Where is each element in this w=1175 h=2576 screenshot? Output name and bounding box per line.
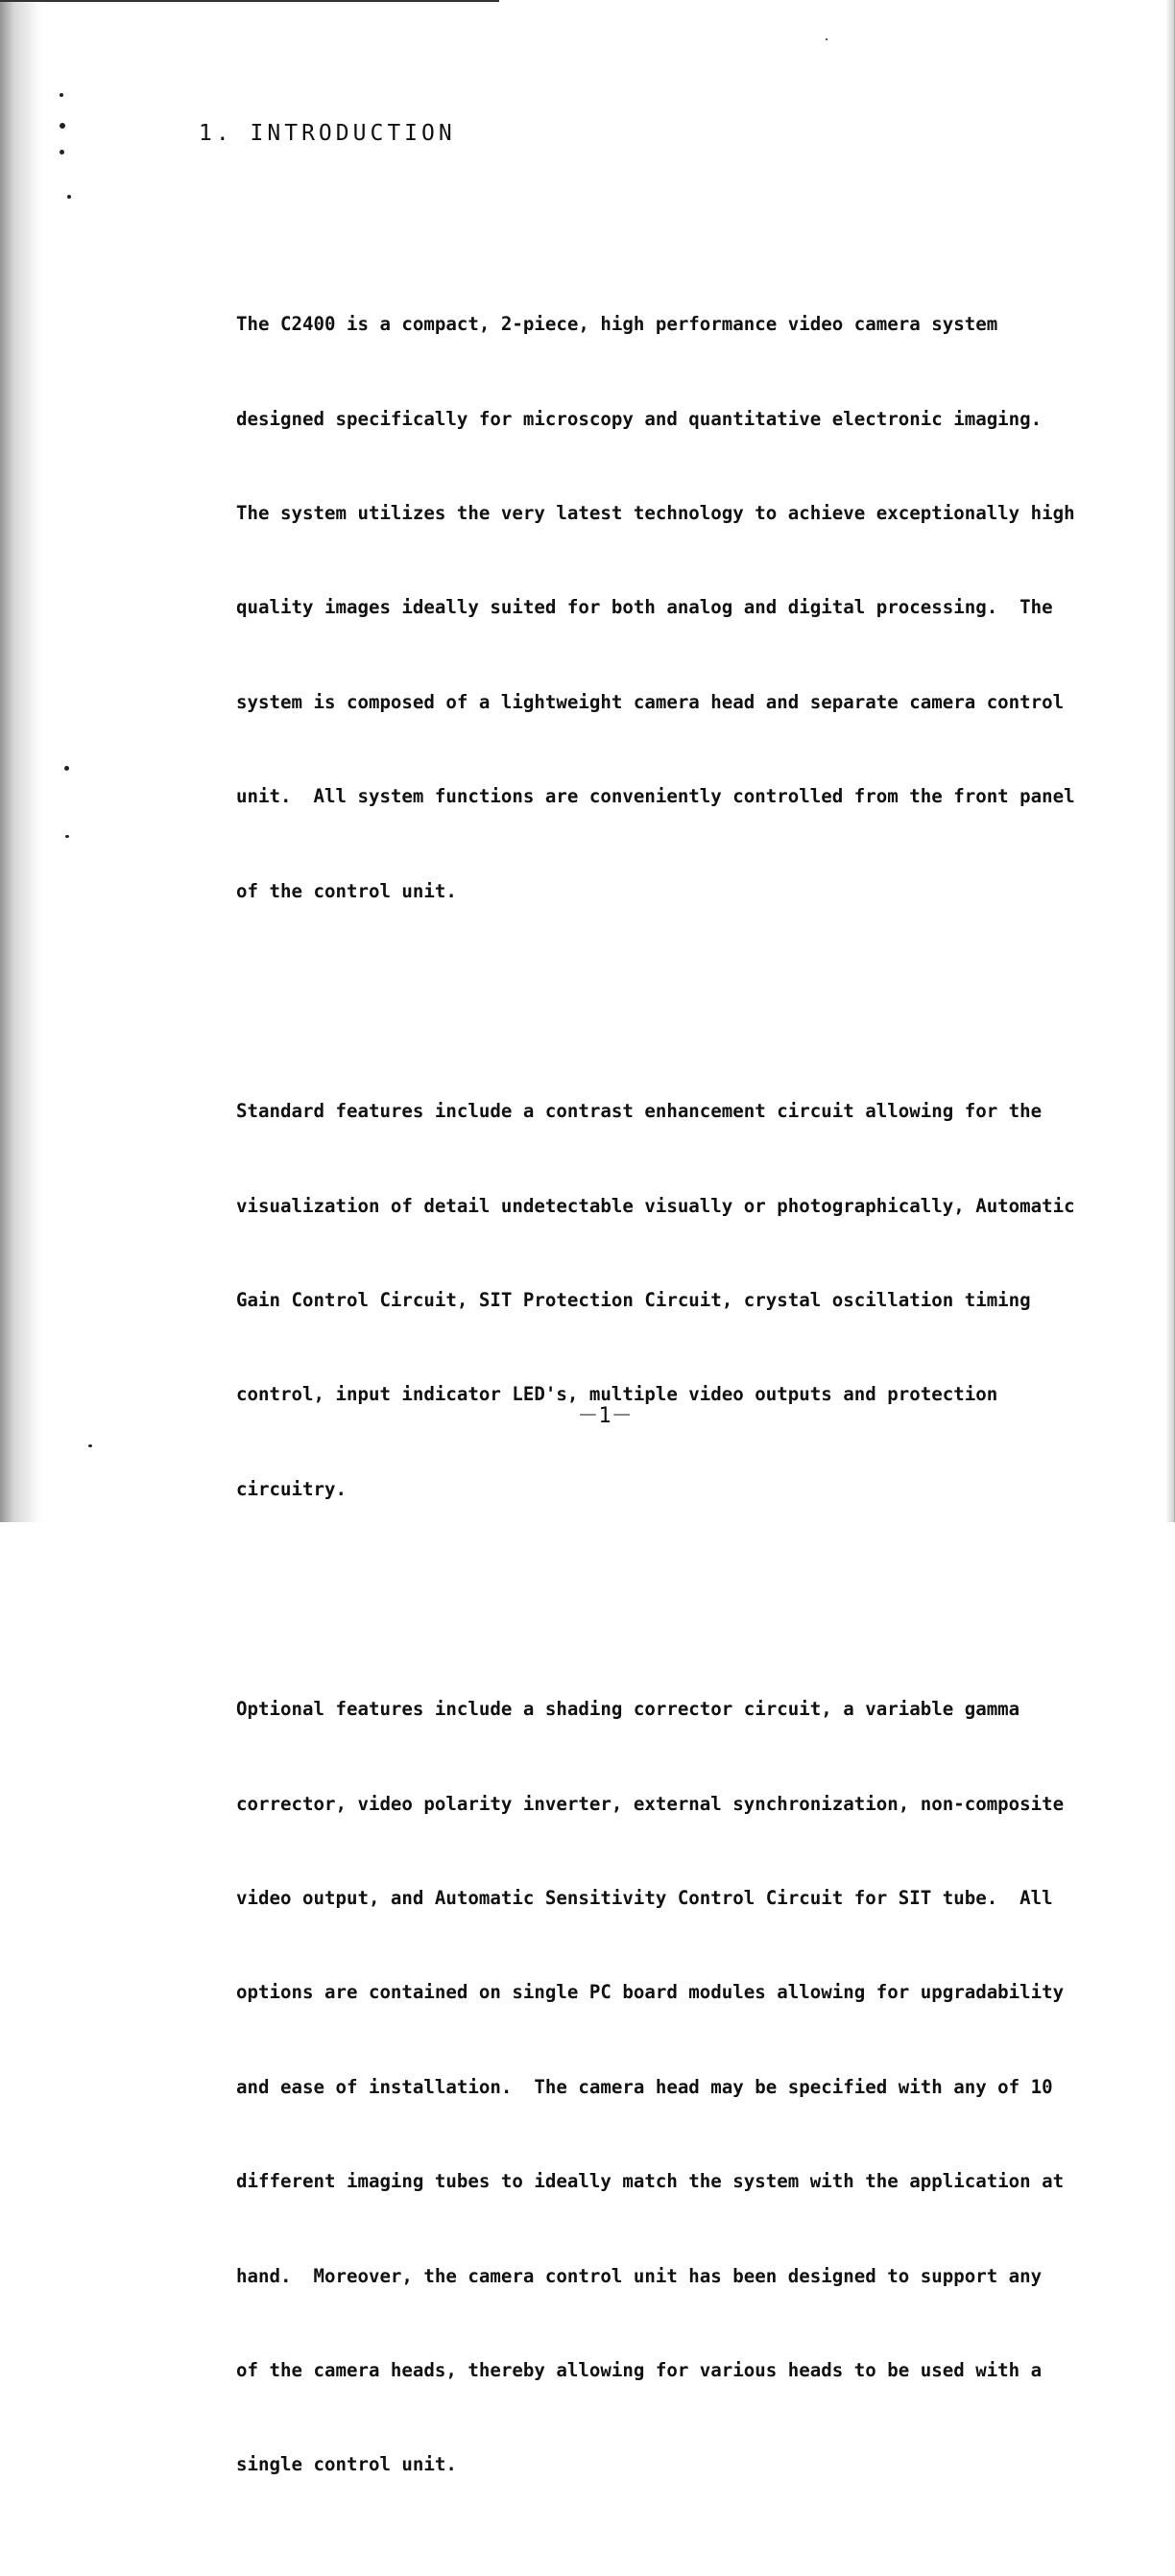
scan-edge-left: [0, 0, 50, 1522]
text-line: Gain Control Circuit, SIT Protection Circuit, crystal oscillation timing: [236, 1288, 1031, 1311]
text-line: options are contained on single PC board modules allowing for upgradability: [236, 1981, 1065, 2004]
scan-speck: [60, 93, 63, 97]
text-line: corrector, video polarity inverter, external synchronization, non-composite: [236, 1792, 1065, 1815]
text-line: control, input indicator LED's, multiple video outputs and protection: [236, 1383, 998, 1406]
scan-speck: [60, 123, 65, 129]
scan-speck: [60, 150, 64, 155]
paragraph: [236, 1034, 1075, 1569]
section-heading: 1. INTRODUCTION: [199, 121, 456, 146]
text-line: designed specifically for microscopy and quantitative electronic imaging.: [236, 407, 1043, 430]
text-line: and ease of installation. The camera head may be specified with any of 10: [236, 2075, 1053, 2098]
text-line: The C2400 is a compact, 2-piece, high performance video camera system: [236, 313, 998, 336]
text-line: different imaging tubes to ideally match the system with the application at: [236, 2170, 1065, 2193]
scan-speck: [67, 195, 71, 199]
text-line: of the control unit.: [236, 879, 457, 902]
text-line: hand. Moreover, the camera control unit has been designed to support any: [236, 2264, 1043, 2287]
scan-speck: [65, 835, 69, 838]
text-line: of the camera heads, thereby allowing for various heads to be used with a: [236, 2358, 1043, 2381]
scan-speck: [88, 1444, 92, 1447]
body-text: [236, 183, 1075, 2576]
text-line: unit. All system functions are conveniently controlled from the front panel: [236, 785, 1075, 808]
text-line: video output, and Automatic Sensitivity Control Circuit for SIT tube. All: [236, 1887, 1053, 1910]
scan-speck: [64, 766, 69, 771]
scan-edge-top: [0, 0, 499, 2]
page-number: －1－: [577, 1404, 633, 1428]
text-line: Standard features include a contrast enhancement circuit allowing for the: [236, 1100, 1043, 1123]
text-line: visualization of detail undetectable visually or photographically, Automatic: [236, 1194, 1075, 1217]
text-line: Optional features include a shading corrector circuit, a variable gamma: [236, 1698, 1020, 1721]
paragraph: [236, 1632, 1065, 2544]
scan-speck: [826, 38, 827, 40]
text-line: quality images ideally suited for both analog and digital processing. The: [236, 596, 1053, 619]
text-line: circuitry.: [236, 1477, 347, 1500]
paragraph: [236, 247, 1075, 970]
text-line: single control unit.: [236, 2453, 457, 2476]
scan-edge-right: [1165, 0, 1175, 1522]
text-line: system is composed of a lightweight camera head and separate camera control: [236, 690, 1065, 713]
text-line: The system utilizes the very latest technology to achieve exceptionally high: [236, 501, 1075, 524]
